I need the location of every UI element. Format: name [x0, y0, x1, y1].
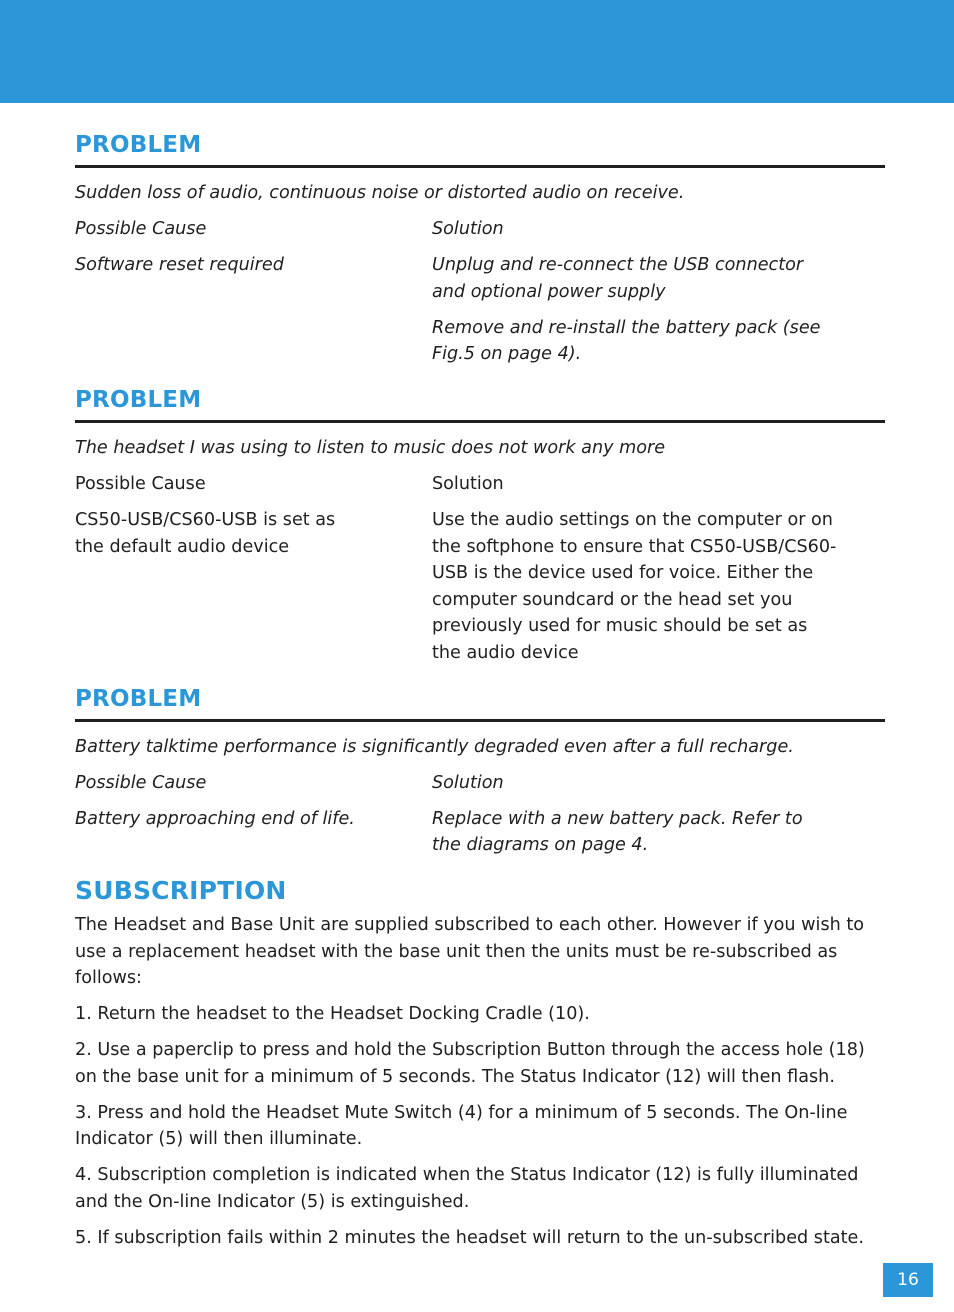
cause-label: Possible Cause: [75, 474, 206, 494]
section-divider: [75, 420, 885, 423]
subscription-step: 4. Subscription completion is indicated when the Status Indicator (12) is fully illuminated and the On-line Indicator (5) is extinguished.: [75, 1165, 859, 1212]
cause-solution-row: [75, 252, 885, 377]
problem-section-1: [75, 130, 885, 377]
subscription-intro: The Headset and Base Unit are supplied subscribed to each other. However if you wish to use a replacement headset with the base unit then the units must be re-subscribed as follows:: [75, 915, 865, 988]
cause-solution-row: [75, 806, 885, 869]
subscription-step: 3. Press and hold the Headset Mute Switch (4) for a minimum of 5 seconds. The On-line Indicator (5) will then illuminate.: [75, 1102, 848, 1149]
solution-list: [432, 507, 837, 676]
cause-text: Battery approaching end of life.: [75, 808, 355, 829]
cause-label: Possible Cause: [75, 772, 207, 793]
page-content: [75, 130, 885, 1261]
problem-description: Sudden loss of audio, continuous noise or distorted audio on receive.: [75, 183, 685, 203]
solution-label: Solution: [432, 219, 504, 239]
problem-section-2: [75, 385, 885, 676]
solution-label: Solution: [432, 474, 504, 494]
subscription-step: 5. If subscription fails within 2 minutes the headset will return to the un-subscribed state.: [75, 1227, 864, 1248]
solution-list: [432, 252, 837, 377]
section-divider: [75, 719, 885, 722]
page-number: 16: [883, 1263, 933, 1297]
section-heading: PROBLEM: [75, 132, 202, 158]
solution-text: Remove and re-install the battery pack (see Fig.5 on page 4).: [432, 317, 821, 364]
solution-list: [432, 806, 837, 869]
problem-description: The headset I was using to listen to music does not work any more: [75, 438, 666, 458]
label-row: [75, 216, 885, 252]
subscription-section: [75, 876, 885, 1251]
solution-text: Replace with a new battery pack. Refer to the diagrams on page 4.: [432, 808, 803, 855]
solution-label: Solution: [432, 772, 504, 793]
cause-text: CS50-USB/CS60-USB is set as the default audio device: [75, 510, 336, 557]
problem-section-3: [75, 684, 885, 869]
problem-description: Battery talktime performance is significantly degraded even after a full recharge.: [75, 736, 794, 757]
section-divider: [75, 165, 885, 168]
subscription-step: 1. Return the headset to the Headset Docking Cradle (10).: [75, 1004, 590, 1024]
cause-text: Software reset required: [75, 255, 284, 275]
section-heading: PROBLEM: [75, 387, 202, 413]
label-row: [75, 770, 885, 806]
section-heading: PROBLEM: [75, 685, 202, 712]
label-row: [75, 471, 885, 507]
solution-text: Unplug and re-connect the USB connector and optional power supply: [432, 255, 804, 302]
cause-solution-row: [75, 507, 885, 676]
subscription-step: 2. Use a paperclip to press and hold the Subscription Button through the access hole (18) on the base unit for a minimum of 5 seconds. The Status Indicator (12) will then flash.: [75, 1040, 865, 1087]
section-heading: SUBSCRIPTION: [75, 876, 287, 905]
solution-text: Use the audio settings on the computer or on the softphone to ensure that CS50-USB/CS60-USB is the device used for voice. Either the computer soundcard or the head set you previously used for music should be set as the audio device: [432, 510, 837, 663]
header-band: [0, 0, 954, 103]
cause-label: Possible Cause: [75, 219, 207, 239]
